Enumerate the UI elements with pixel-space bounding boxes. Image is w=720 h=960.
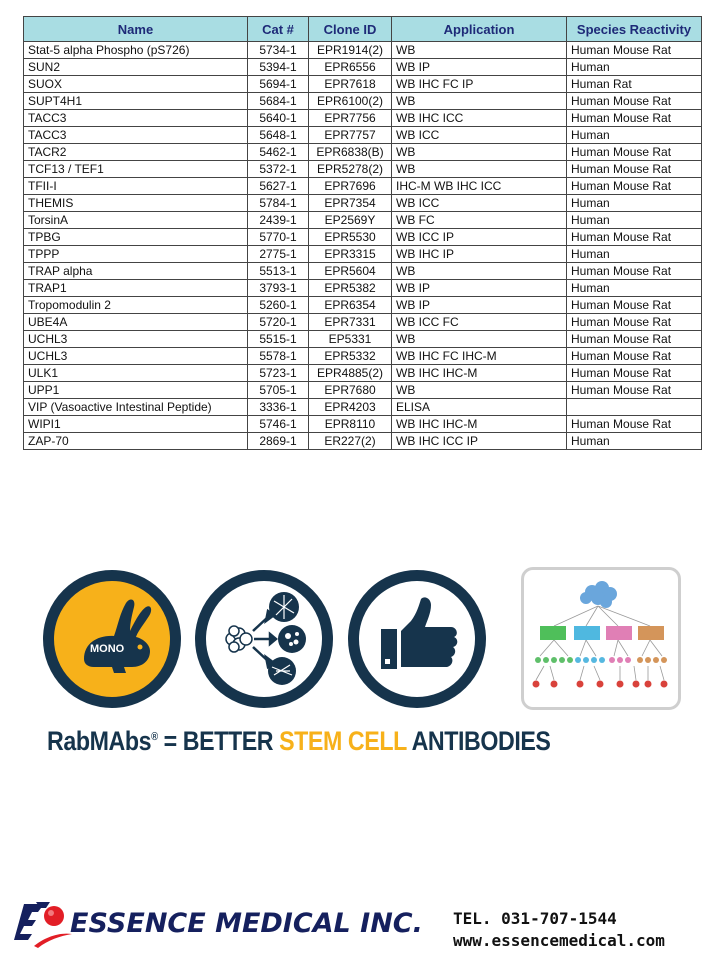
stem-cell-differentiation-icon xyxy=(206,581,322,697)
tagline-equals: = BETTER xyxy=(157,726,280,756)
clone-id-cell: EPR1914(2) xyxy=(309,42,392,59)
application-cell: WB IHC IP xyxy=(392,246,567,263)
clone-id-cell: EPR5382 xyxy=(309,280,392,297)
table-row xyxy=(24,42,702,59)
name-cell: ULK1 xyxy=(24,365,248,382)
application-cell: WB FC xyxy=(392,212,567,229)
table-row xyxy=(24,229,702,246)
mono-rabbit-badge xyxy=(43,570,181,708)
species-cell: Human xyxy=(567,246,702,263)
clone-id-cell: EPR7680 xyxy=(309,382,392,399)
column-header-species-reactivity: Species Reactivity xyxy=(567,17,702,42)
cat-cell: 5723-1 xyxy=(248,365,309,382)
phone-number: TEL. 031-707-1544 xyxy=(453,909,617,928)
essence-medical-logo xyxy=(14,898,74,950)
table-row xyxy=(24,212,702,229)
name-cell: TPBG xyxy=(24,229,248,246)
application-cell: WB IHC ICC IP xyxy=(392,433,567,450)
name-cell: UCHL3 xyxy=(24,331,248,348)
clone-id-cell: EPR7756 xyxy=(309,110,392,127)
cat-cell: 5627-1 xyxy=(248,178,309,195)
species-cell: Human Mouse Rat xyxy=(567,365,702,382)
clone-id-cell: EPR6556 xyxy=(309,59,392,76)
cat-cell: 5372-1 xyxy=(248,161,309,178)
application-cell: WB xyxy=(392,161,567,178)
application-cell: WB ICC xyxy=(392,127,567,144)
application-cell: WB IHC FC IP xyxy=(392,76,567,93)
clone-id-cell: EP2569Y xyxy=(309,212,392,229)
table-row xyxy=(24,348,702,365)
cat-cell: 5513-1 xyxy=(248,263,309,280)
table-row xyxy=(24,76,702,93)
table-row xyxy=(24,178,702,195)
application-cell: WB ICC xyxy=(392,195,567,212)
application-cell: WB xyxy=(392,144,567,161)
table-row xyxy=(24,59,702,76)
cell-lineage-tree-icon xyxy=(524,570,678,707)
clone-id-cell: EPR5530 xyxy=(309,229,392,246)
species-cell: Human Mouse Rat xyxy=(567,314,702,331)
name-cell: UCHL3 xyxy=(24,348,248,365)
clone-id-cell: EPR7354 xyxy=(309,195,392,212)
species-cell: Human Mouse Rat xyxy=(567,382,702,399)
application-cell: WB IHC IHC-M xyxy=(392,365,567,382)
table-row xyxy=(24,93,702,110)
table-row xyxy=(24,399,702,416)
cat-cell: 5734-1 xyxy=(248,42,309,59)
application-cell: WB IHC ICC xyxy=(392,110,567,127)
species-cell: Human Mouse Rat xyxy=(567,331,702,348)
cat-cell: 5640-1 xyxy=(248,110,309,127)
company-name: ESSENCE MEDICAL INC. xyxy=(70,908,423,939)
name-cell: Tropomodulin 2 xyxy=(24,297,248,314)
cat-cell: 3793-1 xyxy=(248,280,309,297)
application-cell: IHC-M WB IHC ICC xyxy=(392,178,567,195)
column-header-name: Name xyxy=(24,17,248,42)
contact-block xyxy=(453,908,665,952)
species-cell: Human xyxy=(567,127,702,144)
table-row xyxy=(24,144,702,161)
name-cell: THEMIS xyxy=(24,195,248,212)
name-cell: SUOX xyxy=(24,76,248,93)
cat-cell: 5694-1 xyxy=(248,76,309,93)
cat-cell: 5648-1 xyxy=(248,127,309,144)
name-cell: WIPI1 xyxy=(24,416,248,433)
cat-cell: 5578-1 xyxy=(248,348,309,365)
species-cell: Human Mouse Rat xyxy=(567,348,702,365)
species-cell: Human xyxy=(567,212,702,229)
clone-id-cell: EPR6354 xyxy=(309,297,392,314)
application-cell: WB IP xyxy=(392,59,567,76)
column-header-cat: Cat # xyxy=(248,17,309,42)
species-cell: Human xyxy=(567,59,702,76)
cat-cell: 5394-1 xyxy=(248,59,309,76)
table-row xyxy=(24,416,702,433)
application-cell: WB IP xyxy=(392,297,567,314)
application-cell: WB IHC FC IHC-M xyxy=(392,348,567,365)
clone-id-cell: EPR5604 xyxy=(309,263,392,280)
clone-id-cell: EPR7757 xyxy=(309,127,392,144)
cell-lineage-tree-figure xyxy=(521,567,681,710)
application-cell: WB xyxy=(392,263,567,280)
application-cell: WB ICC FC xyxy=(392,314,567,331)
cat-cell: 5684-1 xyxy=(248,93,309,110)
name-cell: VIP (Vasoactive Intestinal Peptide) xyxy=(24,399,248,416)
name-cell: TRAP1 xyxy=(24,280,248,297)
name-cell: TPPP xyxy=(24,246,248,263)
name-cell: TACC3 xyxy=(24,127,248,144)
name-cell: TRAP alpha xyxy=(24,263,248,280)
species-cell: Human Mouse Rat xyxy=(567,110,702,127)
species-cell: Human Mouse Rat xyxy=(567,161,702,178)
table-body xyxy=(24,42,702,450)
thumbs-up-icon xyxy=(359,581,475,697)
clone-id-cell: EPR7331 xyxy=(309,314,392,331)
name-cell: TorsinA xyxy=(24,212,248,229)
species-cell: Human Mouse Rat xyxy=(567,178,702,195)
species-cell: Human xyxy=(567,195,702,212)
species-cell: Human xyxy=(567,433,702,450)
cat-cell: 5462-1 xyxy=(248,144,309,161)
application-cell: WB IP xyxy=(392,280,567,297)
tagline-highlight: STEM CELL xyxy=(279,726,407,756)
column-header-clone-id: Clone ID xyxy=(309,17,392,42)
name-cell: SUN2 xyxy=(24,59,248,76)
table-row xyxy=(24,365,702,382)
application-cell: WB xyxy=(392,93,567,110)
table-row xyxy=(24,110,702,127)
registered-mark: ® xyxy=(151,731,158,743)
species-cell: Human Mouse Rat xyxy=(567,416,702,433)
thumbs-up-badge xyxy=(348,570,486,708)
name-cell: TACR2 xyxy=(24,144,248,161)
cat-cell: 5770-1 xyxy=(248,229,309,246)
species-cell xyxy=(567,399,702,416)
name-cell: UPP1 xyxy=(24,382,248,399)
cat-cell: 2439-1 xyxy=(248,212,309,229)
cat-cell: 5746-1 xyxy=(248,416,309,433)
clone-id-cell: EPR5278(2) xyxy=(309,161,392,178)
name-cell: Stat-5 alpha Phospho (pS726) xyxy=(24,42,248,59)
application-cell: WB xyxy=(392,382,567,399)
application-cell: WB xyxy=(392,42,567,59)
mono-label: MONO xyxy=(90,643,125,655)
name-cell: SUPT4H1 xyxy=(24,93,248,110)
name-cell: TCF13 / TEF1 xyxy=(24,161,248,178)
species-cell: Human Mouse Rat xyxy=(567,93,702,110)
cat-cell: 5720-1 xyxy=(248,314,309,331)
cat-cell: 5705-1 xyxy=(248,382,309,399)
application-cell: WB IHC IHC-M xyxy=(392,416,567,433)
table-row xyxy=(24,280,702,297)
clone-id-cell: EPR5332 xyxy=(309,348,392,365)
species-cell: Human Mouse Rat xyxy=(567,297,702,314)
cat-cell: 3336-1 xyxy=(248,399,309,416)
species-cell: Human Mouse Rat xyxy=(567,42,702,59)
clone-id-cell: EPR6100(2) xyxy=(309,93,392,110)
tagline-rest: ANTIBODIES xyxy=(406,726,551,756)
species-cell: Human xyxy=(567,280,702,297)
clone-id-cell: EPR6838(B) xyxy=(309,144,392,161)
website-link[interactable]: www.essencemedical.com xyxy=(453,931,665,950)
name-cell: UBE4A xyxy=(24,314,248,331)
species-cell: Human Mouse Rat xyxy=(567,263,702,280)
clone-id-cell: EPR3315 xyxy=(309,246,392,263)
name-cell: TACC3 xyxy=(24,110,248,127)
cat-cell: 5784-1 xyxy=(248,195,309,212)
application-cell: ELISA xyxy=(392,399,567,416)
species-cell: Human Mouse Rat xyxy=(567,144,702,161)
table-row xyxy=(24,297,702,314)
table-row xyxy=(24,433,702,450)
clone-id-cell: EPR4203 xyxy=(309,399,392,416)
cat-cell: 2869-1 xyxy=(248,433,309,450)
product-table xyxy=(23,16,702,450)
tagline xyxy=(47,726,550,757)
clone-id-cell: EPR7696 xyxy=(309,178,392,195)
tagline-brand: RabMAbs xyxy=(47,726,152,756)
table-row xyxy=(24,127,702,144)
table-header-row xyxy=(24,17,702,42)
clone-id-cell: EPR4885(2) xyxy=(309,365,392,382)
cat-cell: 5260-1 xyxy=(248,297,309,314)
table-row xyxy=(24,195,702,212)
species-cell: Human Rat xyxy=(567,76,702,93)
application-cell: WB xyxy=(392,331,567,348)
name-cell: TFII-I xyxy=(24,178,248,195)
cat-cell: 2775-1 xyxy=(248,246,309,263)
column-header-application: Application xyxy=(392,17,567,42)
cat-cell: 5515-1 xyxy=(248,331,309,348)
table-row xyxy=(24,263,702,280)
species-cell: Human Mouse Rat xyxy=(567,229,702,246)
name-cell: ZAP-70 xyxy=(24,433,248,450)
clone-id-cell: EPR8110 xyxy=(309,416,392,433)
clone-id-cell: EPR7618 xyxy=(309,76,392,93)
table-row xyxy=(24,331,702,348)
table-row xyxy=(24,314,702,331)
table-row xyxy=(24,382,702,399)
table-row xyxy=(24,161,702,178)
application-cell: WB ICC IP xyxy=(392,229,567,246)
stem-cell-differentiation-badge xyxy=(195,570,333,708)
clone-id-cell: ER227(2) xyxy=(309,433,392,450)
table-row xyxy=(24,246,702,263)
clone-id-cell: EP5331 xyxy=(309,331,392,348)
rabbit-icon xyxy=(54,581,170,697)
